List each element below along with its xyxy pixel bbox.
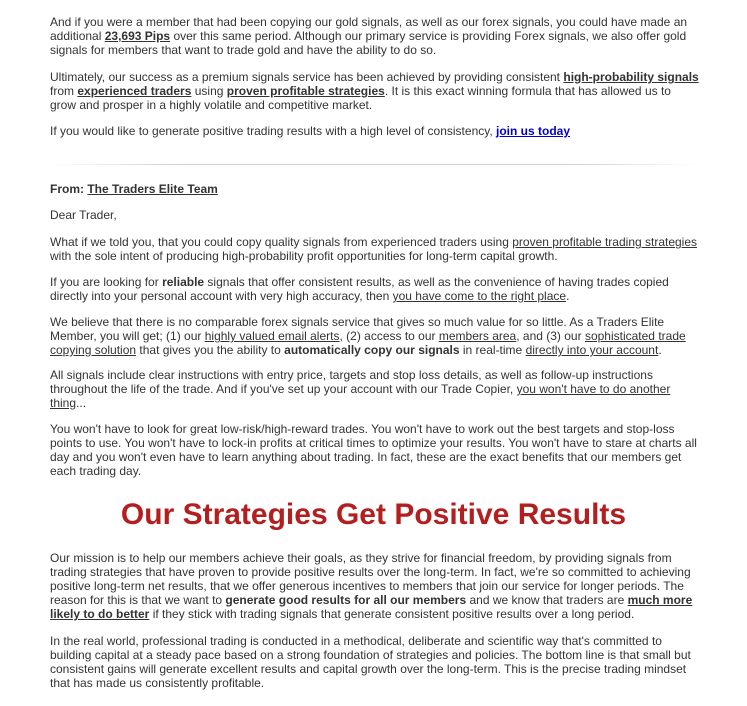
mission-paragraph-2: In the real world, professional trading is conducted in a methodical, deliberate and scientific way that's committed to building capital at a steady pace based on a strong foundation of strategies and policies. The bottom line is that small but consistent gains will generate excellent results and capital growth over the long-term. This is the precise trading mindset that has made us consistently profitable. [50, 634, 691, 690]
text: All signals include clear instructions with entry price, targets and stop loss details, as well as follow-up instructions throughout the life of the trade. And if you've set up your account with our Trade Copier, [50, 368, 653, 396]
intro-paragraph-join [50, 124, 700, 138]
proven-strategies-link[interactable]: proven profitable strategies [226, 84, 385, 98]
intro-paragraph-success [50, 70, 700, 112]
high-probability-link[interactable]: high-probability signals [563, 70, 699, 84]
more-likely-link[interactable]: much more likely to do better [50, 593, 693, 621]
experienced-traders-link[interactable]: experienced traders [77, 84, 192, 98]
text: If you would like to generate positive trading results with a high level of consistency, [50, 124, 497, 138]
text: using [191, 84, 227, 98]
text: , (2) access to our [339, 329, 439, 343]
mission-paragraph-1 [50, 551, 700, 621]
email-alerts-link[interactable]: highly valued email alerts [204, 329, 340, 343]
text: . It is this exact winning formula that has allowed us to grow and prosper in a highly volatile and competitive market. [50, 84, 671, 112]
letter-paragraph-4 [50, 368, 700, 410]
proven-profitable-strategies-link[interactable]: proven profitable trading strategies [512, 235, 698, 249]
intro-paragraph-gold [50, 15, 700, 57]
section-divider [50, 164, 700, 165]
text: . [658, 343, 662, 357]
text: with the sole intent of producing high-probability profit opportunities for long-term capital growth. [50, 249, 558, 263]
text: if they stick with trading signals that generate consistent positive results over a long period. [149, 607, 635, 621]
pips-highlight: 23,693 Pips [104, 29, 171, 43]
text: ... [76, 396, 87, 410]
text: , and (3) our [516, 329, 585, 343]
letter-paragraph-2 [50, 275, 700, 303]
section-headline: Our Strategies Get Positive Results [120, 498, 627, 531]
text: Ultimately, our success as a premium signals service has been achieved by providing consistent [50, 70, 564, 84]
join-us-today-link[interactable]: join us today [496, 124, 571, 138]
bold-text: generate good results for all our members [225, 593, 467, 607]
text: over this same period. Although our primary service is providing Forex signals, we also offer gold signals for members that want to trade gold and have the ability to do so. [50, 29, 687, 57]
letter-paragraph-5: You won't have to look for great low-risk/high-reward trades. You won't have to work out the best targets and stop-loss points to use. You won't have to lock-in profits at critical times to optimize your results. You won't have to stare at charts all day and you won't even have to learn anything about trading. In fact, these are the exact benefits that our members get each trading day. [50, 422, 697, 478]
text: and we know that traders are [466, 593, 628, 607]
bold-text: automatically copy our signals [284, 343, 460, 357]
bold-text: reliable [162, 275, 205, 289]
from-name-link[interactable]: The Traders Elite Team [87, 182, 218, 196]
another-thing-link[interactable]: you won't have to do another thing [50, 382, 671, 410]
text: What if we told you, that you could copy quality signals from experienced traders using [50, 235, 513, 249]
letter-paragraph-1 [50, 235, 700, 263]
trade-copying-link[interactable]: sophisticated trade copying solution [50, 329, 686, 357]
text: And if you were a member that had been copying our gold signals, as well as our forex signals, you could have made an additional [50, 15, 688, 43]
from-label: From: [50, 182, 84, 196]
text: from [50, 84, 78, 98]
letter-from [50, 182, 700, 196]
text: . [566, 289, 570, 303]
letter-greeting: Dear Trader, [50, 208, 117, 222]
text: Our mission is to help our members achieve their goals, as they strive for financial freedom, by providing signals from trading strategies that have proven to provide positive results over the long-term. In fact, we're so committed to achieving positive long-term net results, that we offer generous incentives to members that join our service for longer periods. The reason for this is that we want to [50, 551, 691, 607]
text: that gives you the ability to [136, 343, 285, 357]
text: signals that offer consistent results, as well as the convenience of having trades copied directly into your personal account with very high accuracy, then [50, 275, 669, 303]
into-your-account-link[interactable]: directly into your account [525, 343, 659, 357]
text: If you are looking for [50, 275, 163, 289]
letter-paragraph-3 [50, 315, 700, 357]
text: in real-time [459, 343, 526, 357]
text: We believe that there is no comparable forex signals service that gives so much value for so little. As a Traders Elite Member, you will get; (1) our [50, 315, 665, 343]
members-area-link[interactable]: members area [438, 329, 517, 343]
right-place-link[interactable]: you have come to the right place [392, 289, 567, 303]
